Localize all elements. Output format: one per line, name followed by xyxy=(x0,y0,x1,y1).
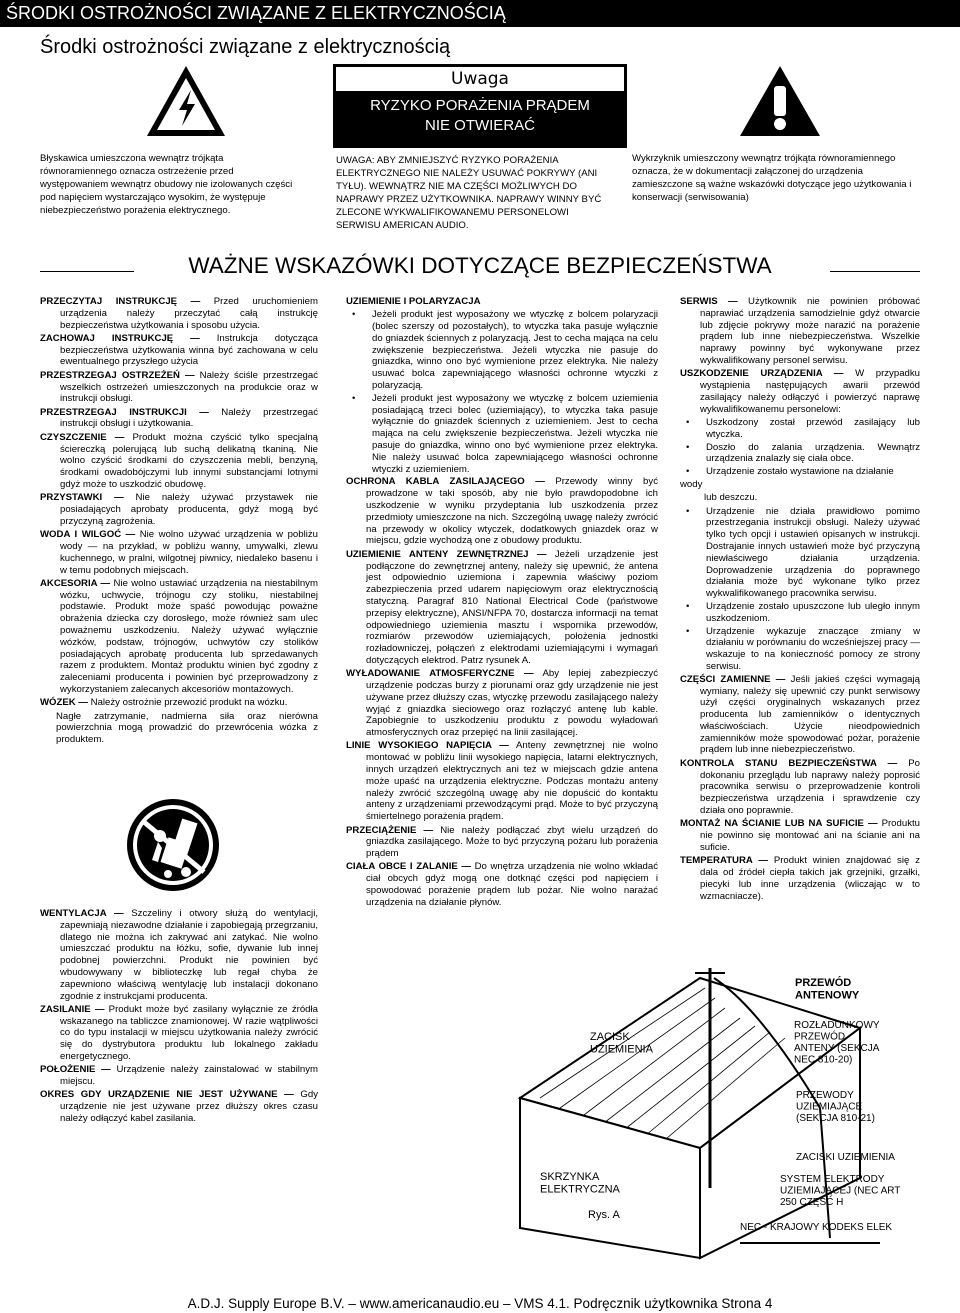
paragraph-text: Jeśli jakieś części wymagają wymiany, należy się upewnić czy punkt serwisowy użył części oryginalnych wskazanych przez producenta lub zamienników o identycznych właściwościach. Użycie nieodpowiednich zamienników może spowodować pożar, porażenie prądem lub inne niebezpieczeństwo. xyxy=(700,673,920,756)
paragraph xyxy=(40,296,318,331)
paragraph-text: Nie wolno używać urządzenia w pobliżu wody — na przykład, w pobliżu wanny, umywalki, zlewu kuchennego, w pralni, wilgotnej piwnicy, niedaleko basenu i w temu podobnych miejscach. xyxy=(60,529,318,576)
column-3 xyxy=(680,296,920,904)
cart-note: Nagłe zatrzymanie, nadmierna siła oraz nierówna powierzchnia mogą prowadzić do przewrócenia wózka z produktem. xyxy=(56,710,318,746)
paragraph-text: Należy ostrożnie przewozić produkt na wózku. xyxy=(87,697,288,709)
paragraph-term: POŁOŻENIE — xyxy=(40,1064,111,1076)
label-figure: Rys. A xyxy=(588,1209,620,1221)
paragraph-text: Należy ściśle przestrzegać wszelkich ostrzeżeń umieszczonych na produkcie oraz w instrukcji obsługi. xyxy=(60,369,318,405)
paragraph-term: TEMPERATURA — xyxy=(680,855,768,867)
paragraph-term: PRZECZYTAJ INSTRUKCJĘ — xyxy=(40,296,201,307)
paragraph-text: Produkt może być zasilany wyłącznie ze źródła wskazanego na tabliczce znamionowej. W razie wątpliwości co do typu instalacji w miejscu użytkowania należy zwrócić się do dystrybutora produktu lub lokalnego zakładu energetycznego. xyxy=(60,1003,318,1063)
paragraph-term: PRZYSTAWKI — xyxy=(40,492,124,504)
page-title-bar: ŚRODKI OSTROŻNOŚCI ZWIĄZANE Z ELEKTRYCZNOŚCIĄ xyxy=(0,0,960,27)
paragraph-text: Produkt winien znajdować się z dala od źródeł ciepła takich jak grzejniki, grzałki, piecyki lub inne urządzenia (wliczając w to wzmacniacze). xyxy=(700,855,920,902)
paragraph-text: Produktu nie powinno się montować ani na ścianie ani na suficie. xyxy=(700,818,920,853)
caution-description: UWAGA: ABY ZMNIEJSZYĆ RYZYKO PORAŻENIA ELEKTRYCZNEGO NIE NALEŻY USUWAĆ POKRYWY (ANI TYŁU). WEWNĄTRZ NIE MA CZĘŚCI MOŻLIWYCH DO NAPRAWY PRZEZ UŻYTKOWNIKA. NAPRAWY WINNY BYĆ ZLECONE WYKWALIFIKOWANEMU PERSONELOWI SERWISU AMERICAN AUDIO. xyxy=(336,155,602,231)
label-nec: NEC - KRAJOWY KODEKS ELEK xyxy=(740,1222,893,1233)
exclamation-triangle-icon xyxy=(738,64,822,138)
paragraph xyxy=(40,529,318,576)
paragraph xyxy=(680,818,920,853)
paragraph-text: Należy przestrzegać instrukcji obsługi i użytkowania. xyxy=(60,406,318,430)
paragraph xyxy=(40,1004,318,1063)
paragraph-text: W przypadku wystąpienia następujących awarii przewód zasilający należy odłączyć i powierzyć naprawę wykwalifikowanemu personelowi: xyxy=(700,368,920,415)
paragraph xyxy=(680,296,920,367)
wody-text: wody xyxy=(680,478,703,490)
column-1 xyxy=(40,296,318,747)
paragraph-text: Instrukcja dotycząca bezpieczeństwa użytkowania winna być zachowana w celu ewentualnego przyszłego użycia xyxy=(60,332,318,368)
label-grounding-conductors: PRZEWODY UZIEMIAJĄCE (SEKCJA 810-21) xyxy=(796,1090,875,1124)
paragraph-term: AKCESORIA — xyxy=(40,577,111,589)
col3-paragraphs-a xyxy=(680,296,920,415)
paragraph-text: Aby lepiej zabezpieczyć urządzenie podczas burzy z piorunami oraz gdy urządzenie nie jest używane przez dłuższy czas, wtyczkę przewodu zasilającego należy wyjąć z gniazdka sieciowego oraz rozłączyć antenę lub kable. Zapobiegnie to uszkodzeniu produktu z powodu wyładowań atmosferycznych oraz przepięć na linii zasilającej. xyxy=(366,668,658,739)
paragraph-term: USZKODZENIE URZĄDZENIA — xyxy=(680,368,844,380)
paragraph-text: Gdy urządzenie nie jest używane przez dłuższy okres czasu należy odłączyć kabel zasilania. xyxy=(60,1089,318,1125)
paragraph xyxy=(40,908,318,1002)
paragraph-text: Szczeliny i otwory służą do wentylacji, zapewniają niezawodne działanie i zapobiegają przegrzaniu, dlatego nie można ich zakrywać ani zatykać. Nie wolno umieszczać produktu na łóżku, sofie, dywanie lub innej podobnej powierzchni. Produkt nie powinien być wbudowywany w biblioteczkę lub regał chyba że zapewniono właściwą wentylację lub instalacji dokonano zgodnie z instrukcjami producenta. xyxy=(60,908,318,1002)
paragraph xyxy=(40,492,318,527)
warning-line-2: NIE OTWIERAĆ xyxy=(424,117,535,134)
paragraph-text: Anteny zewnętrznej nie wolno montować w pobliżu linii wysokiego napięcia, latarni elektrycznych, innych urządzeń elektrycznych ani też w miejscach gdzie antena może upaść na urządzenia elektryczne. Podczas montażu anteny należy zwrócić szczególną uwagę aby nie dopuścić do kontaktu anteny z urządzeniami przewodzącymi prąd. Może to być przyczyną śmiertelnego porażenia prądem. xyxy=(366,740,658,823)
paragraph xyxy=(680,758,920,817)
paragraph-term: WYŁADOWANIE ATMOSFERYCZNE — xyxy=(346,668,534,680)
col3-paragraphs-b xyxy=(680,674,920,903)
bullet-item: • Urządzenie zostało upuszczone lub uległo innym uszkodzeniom. xyxy=(680,601,920,625)
paragraph-term: PRZESTRZEGAJ INSTRUKCJI — xyxy=(40,406,209,418)
paragraph-text: Po dokonaniu przeglądu lub naprawy należy poprosić pracownika serwisu o przeprowadzenie kontroli bezpieczeństwa urządzenia i sprawdzenie czy działa ono poprawnie. xyxy=(700,757,920,816)
paragraph xyxy=(346,549,658,667)
paragraph-term: WENTYLACJA — xyxy=(40,908,124,919)
paragraph-text: Nie wolno ustawiać urządzenia na niestabilnym wózku, uchwycie, trójnogu czy stoliku, niestabilnej podstawie. Produkt może spaść powodując poważne obrażenia dziecka czy dorosłego, może również sam ulec poważnemu uszkodzeniu. Należy używać wyłącznie wózków, podstaw, trójnogów, uchwytów czy stolików posiadających aprobatę producenta lub sprzedawanych razem z produktem. Montaż produktu winien być zgodny z zaleceniami producenta i powinien być przeprowadzony z wykorzystaniem zalecanych akcesoriów montażowych. xyxy=(60,577,318,695)
bullet-item: • Jeżeli produkt jest wyposażony we wtyczkę z bolcem polaryzacji (bolec szerszy od pozostałych), to wtyczka taka pasuje wyłącznie do gniazdek ściennych z polaryzacją. Jest to cecha mająca na celu zwiększenie bezpieczeństwa. Jeżeli wtyczka nie pasuje do gniazdka, winno ono być wymienione przez elektryka. Nie należy usuwać bolca zapewniającego własności ochronne wtyczki z polaryzacją. xyxy=(346,309,658,392)
grounding-heading xyxy=(346,296,658,308)
damage-bullets-b xyxy=(680,506,920,673)
paragraph-text: Nie należy podłączać zbyt wielu urządzeń do gniazdka zasilającego. Może to być przyczyną pożaru lub porażenia prądem xyxy=(366,824,658,860)
warning-box xyxy=(333,64,627,148)
bullet-item: • Urządzenie wykazuje znaczące zmiany w działaniu w porównaniu do wcześniejszej pracy — wskazuje to na konieczność pomocy ze strony serwisu. xyxy=(680,626,920,673)
bullet-item: • Doszło do zalania urządzenia. Wewnątrz urządzenia znalazły się ciała obce. xyxy=(680,442,920,466)
lightning-triangle-icon xyxy=(145,64,227,138)
antenna-grounding-figure xyxy=(500,968,920,1268)
paragraph-term: SERWIS — xyxy=(680,296,738,307)
damage-bullets-a xyxy=(680,417,920,478)
paragraph-term: LINIE WYSOKIEGO NAPIĘCIA — xyxy=(346,740,509,752)
bullet-item: • Jeżeli produkt jest wyposażony we wtyczkę z bolcem uziemienia posiadającą trzeci bolec (uziemiający), to wtyczka taka pasuje wyłącznie do gniazdek ściennych z uziemieniem. Jest to cecha mająca na celu zwiększenie bezpieczeństwa. Jeżeli wtyczka nie pasuje do gniazdka, winno ono być wymienione przez elektryka. Nie należy usuwać bolca zapewniającego własności ochronne wtyczki z uziemieniem. xyxy=(346,393,658,476)
paragraph xyxy=(40,697,318,709)
exclamation-description: Wykrzyknik umieszczony wewnątrz trójkąta równoramiennego oznacza, że w dokumentacji załączonej do urządzenia zamieszczone są ważne wskazówki dotyczące jego użytkowania i konserwacji (serwisowania) xyxy=(632,153,912,203)
paragraph-text: Przewody winny być prowadzone w taki sposób, aby nie było prawdopodobne ich uszkodzenie w wyniku przydeptania lub uszkodzenia przez przedmioty umieszczone na nich. Szczególną uwagę należy zwrócić na przewody w okolicy wtyczek, dodatkowych gniazdek oraz w miejscu, gdzie wychodzą one z obudowy produktu. xyxy=(366,476,658,547)
paragraph xyxy=(40,578,318,696)
paragraph-text: Produkt można czyścić tylko specjalną ściereczką polerującą lub suchą delikatną tkaniną. Nie wolno czyścić środkami do czyszczenia mebli, benzyną, środkami owadobójczymi lub innymi substancjami lotnymi gdyż może to uszkodzić obudowę. xyxy=(60,431,319,490)
paragraph-text: Do wnętrza urządzenia nie wolno wkładać ciał obcych gdyż mogą one dotknąć części pod napięciem i spowodować porażenie prądem lub pożar. Nie wolno narażać urządzenia na działanie płynów. xyxy=(366,861,659,908)
paragraph-text: Użytkownik nie powinien próbować naprawiać urządzenia samodzielnie gdyż otwarcie lub zdjęcie pokrywy może narazić na porażenie prądem lub inne niebezpieczeństwa. Wszelkie naprawy powinny być wykonywane przez wykwalifikowany personel serwisu. xyxy=(700,296,920,366)
safety-heading xyxy=(40,247,920,287)
paragraph-term: CZYSZCZENIE — xyxy=(40,431,125,443)
cart-warning-icon xyxy=(124,796,222,894)
paragraph xyxy=(346,861,658,908)
grounding-heading-text: UZIEMIENIE I POLARYZACJA xyxy=(346,296,481,307)
paragraph-term: PRZECIĄŻENIE — xyxy=(346,824,434,836)
paragraph-term: ZACHOWAJ INSTRUKCJĘ — xyxy=(40,332,200,344)
col2-paragraphs xyxy=(346,476,658,908)
paragraph-term: WODA I WILGOĆ — xyxy=(40,529,136,541)
paragraph-term: WÓZEK — xyxy=(40,697,88,709)
paragraph xyxy=(40,370,318,405)
warning-line-1: RYZYKO PORAŻENIA PRĄDEM xyxy=(370,97,590,114)
paragraph-term: UZIEMIENIE ANTENY ZEWNĘTRZNEJ — xyxy=(346,548,547,560)
label-ground-clamp: ZACISK UZIEMIENIA xyxy=(590,1031,653,1056)
column-1-lower xyxy=(40,908,318,1126)
paragraph xyxy=(40,407,318,431)
paragraph xyxy=(346,825,658,860)
heading-rule-right xyxy=(830,271,920,272)
paragraph xyxy=(40,432,318,491)
lightning-description: Błyskawica umieszczona wewnątrz trójkąta równoramiennego oznacza ostrzeżenie przed występowaniem wewnątrz obudowy nie izolowanych części pod napięciem wystarczająco wysokim, że występuje niebezpieczeństwo porażenia elektrycznego. xyxy=(40,153,293,216)
label-antenna-wire: PRZEWÓD ANTENOWY xyxy=(795,977,860,1002)
col1b-paragraphs xyxy=(40,908,318,1125)
label-electric-box: SKRZYNKA ELEKTRYCZNA xyxy=(540,1171,620,1196)
paragraph xyxy=(680,368,920,415)
paragraph xyxy=(680,855,920,902)
paragraph-term: OCHRONA KABLA ZASILAJĄCEGO — xyxy=(346,476,545,488)
paragraph xyxy=(680,674,920,757)
paragraph-term: KONTROLA STANU BEZPIECZEŃSTWA — xyxy=(680,757,898,769)
deszcz-text: lub deszczu. xyxy=(704,492,758,504)
grounding-bullets xyxy=(346,309,658,475)
bullet-item: • Urządzenie nie działa prawidłowo pomimo przestrzegania instrukcji obsługi. Należy używać tylko tych opcji i ustawień opisanych w instrukcji. Dostrajanie innych ustawień może być przyczyną niewłaściwego działania urządzenia. Doprowadzenie urządzenia do poprawnego działania może być wykonane tylko przez wykwalifikowanego pracownika serwisu. xyxy=(680,506,920,600)
paragraph-term: CZĘŚCI ZAMIENNE — xyxy=(680,673,786,685)
page-footer: A.D.J. Supply Europe B.V. – www.americanaudio.eu – VMS 4.1. Podręcznik użytkownika Strona 4 xyxy=(187,1296,773,1311)
bullet-item: • Urządzenie zostało wystawione na działanie xyxy=(680,466,920,478)
section-subtitle: Środki ostrożności związane z elektrycznością xyxy=(40,36,451,58)
paragraph xyxy=(40,1064,318,1088)
bullet-item: • Uszkodzony został przewód zasilający lub wtyczka. xyxy=(680,417,920,441)
col1-paragraphs xyxy=(40,296,318,709)
paragraph xyxy=(40,333,318,368)
paragraph xyxy=(346,476,658,547)
label-electrode-system: SYSTEM ELEKTRODY UZIEMIAJĄCEJ (NEC ART 250 CZĘŚĆ H xyxy=(780,1174,901,1208)
label-discharge-unit: ROZŁADUNKOWY PRZEWÓD ANTENY (SEKCJA NEC 810-20) xyxy=(794,1020,880,1066)
paragraph-term: OKRES GDY URZĄDZENIE NIE JEST UŻYWANE — xyxy=(40,1089,294,1101)
paragraph-text: Urządzenie należy zainstalować w stabilnym miejscu. xyxy=(60,1064,318,1088)
paragraph-text: Jeżeli urządzenie jest podłączone do zewnętrznej anteny, należy się upewnić, że antena jest odpowiednio uziemiona i zapewnia właściwy poziom zabezpieczenia przed udarem napięciowym oraz elektrycznością statyczną. Paragraf 810 National Electrical Code (państwowe przepisy elektryczne), ANSI/NFPA 70, dostarcza informacji na temat odpowiedniego uziemienia masztu i wspornika przewodów, rozmiarów przewodów uziemiających, położenia jednostki rozładowniczej, połączeń z elektrodami uziemiającymi i wymagań dotyczących elektrod. Patrz rysunek A. xyxy=(366,548,658,666)
paragraph-term: ZASILANIE — xyxy=(40,1003,105,1015)
paragraph xyxy=(346,668,658,739)
warning-title: Uwaga xyxy=(335,66,625,92)
label-ground-clamps: ZACISKI UZIEMIENIA xyxy=(796,1152,895,1163)
paragraph-text: Nie należy używać przystawek nie posiadających aprobaty producenta, gdyż mogą być przyczyną zagrożenia. xyxy=(60,492,318,527)
paragraph-term: PRZESTRZEGAJ OSTRZEŻEŃ — xyxy=(40,369,195,381)
paragraph-text: Przed uruchomieniem urządzenia należy przeczytać całą instrukcję bezpieczeństwa użytkowania i sposobu użycia. xyxy=(60,296,318,331)
paragraph xyxy=(40,1089,318,1124)
column-2 xyxy=(346,296,658,910)
paragraph-term: MONTAŻ NA ŚCIANIE LUB NA SUFICIE — xyxy=(680,818,878,830)
safety-heading-text: WAŻNE WSKAZÓWKI DOTYCZĄCE BEZPIECZEŃSTWA xyxy=(188,253,772,278)
paragraph xyxy=(346,740,658,823)
paragraph-term: CIAŁA OBCE I ZALANIE — xyxy=(346,861,471,873)
